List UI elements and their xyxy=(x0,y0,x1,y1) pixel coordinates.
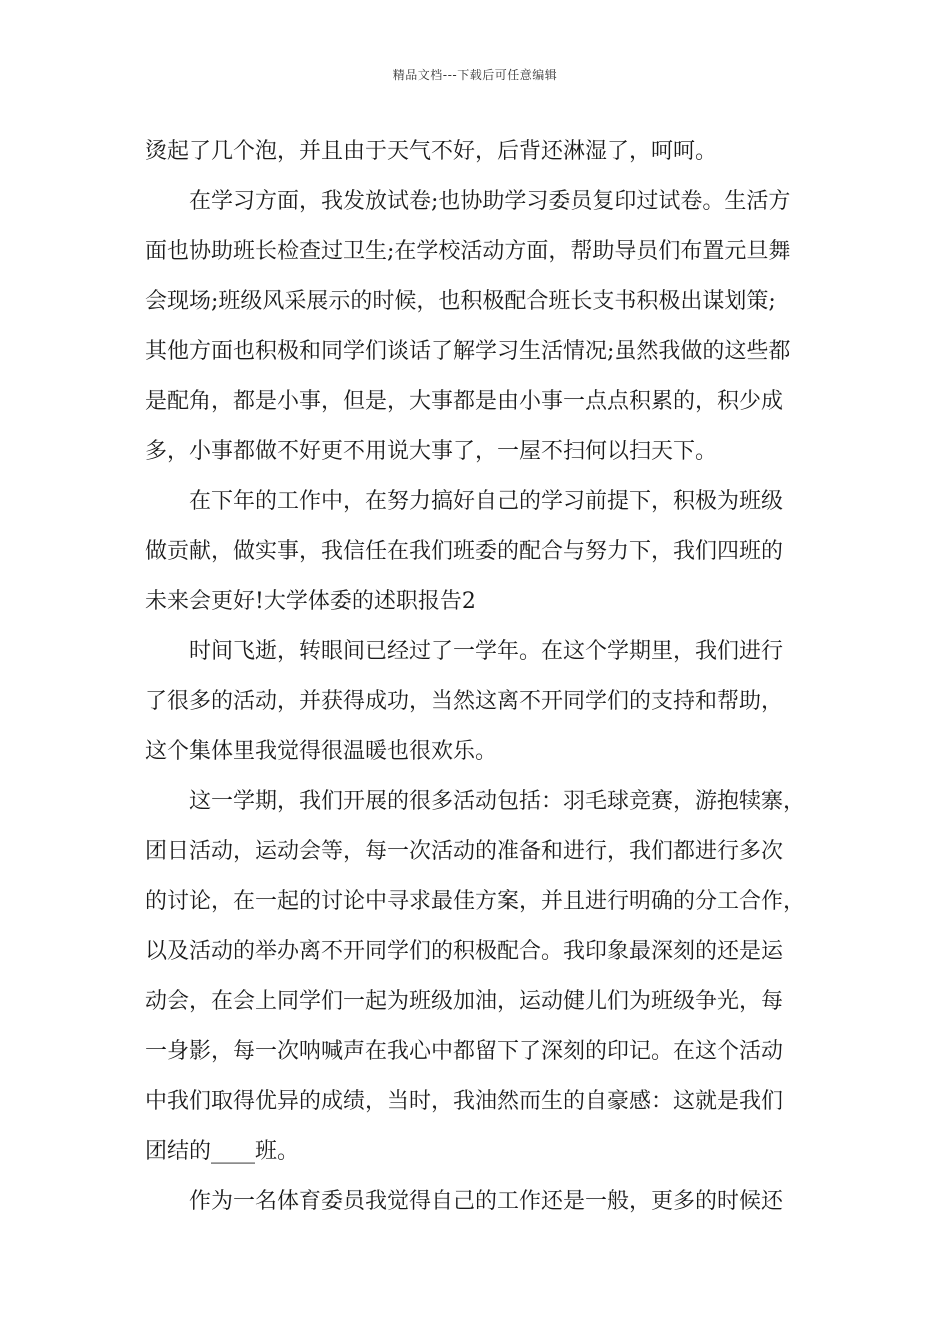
text-line-17: 以及活动的举办离不开同学们的积极配合。我印象最深刻的还是运 xyxy=(145,939,784,964)
text-line-22: 作为一名体育委员我觉得自己的工作还是一般，更多的时候还 xyxy=(189,1189,784,1214)
text-line-14: 这一学期，我们开展的很多活动包括：羽毛球竞赛，游抱犊寨， xyxy=(189,789,806,814)
text-line-15: 团日活动，运动会等，每一次活动的准备和进行，我们都进行多次 xyxy=(145,839,784,864)
text-line-2: 在学习方面，我发放试卷;也协助学习委员复印过试卷。生活方 xyxy=(189,189,791,214)
text-line-8: 在下年的工作中，在努力搞好自己的学习前提下，积极为班级 xyxy=(189,489,784,514)
text-line-16: 的讨论，在一起的讨论中寻求最佳方案，并且进行明确的分工合作， xyxy=(145,889,806,914)
text-line-1: 烫起了几个泡，并且由于天气不好，后背还淋湿了，呵呵。 xyxy=(145,139,718,164)
text-line-20: 中我们取得优异的成绩，当时，我油然而生的自豪感：这就是我们 xyxy=(145,1089,784,1114)
page-header: 精品文档---下载后可任意编辑 xyxy=(392,68,558,82)
text-line-6: 是配角，都是小事，但是，大事都是由小事一点点积累的，积少成 xyxy=(145,389,784,414)
text-line-7: 多，小事都做不好更不用说大事了，一屋不扫何以扫天下。 xyxy=(145,439,718,464)
text-line-3: 面也协助班长检查过卫生;在学校活动方面，帮助导员们布置元旦舞 xyxy=(145,239,791,264)
text-line-18: 动会，在会上同学们一起为班级加油，运动健儿们为班级争光，每 xyxy=(145,989,784,1014)
text-line-4: 会现场;班级风采展示的时候，也积极配合班长支书积极出谋划策; xyxy=(145,289,776,314)
text-line-5: 其他方面也积极和同学们谈话了解学习生活情况;虽然我做的这些都 xyxy=(145,339,791,364)
text-line-11: 时间飞逝，转眼间已经过了一学年。在这个学期里，我们进行 xyxy=(189,639,784,664)
text-line-21: 团结的____班。 xyxy=(145,1139,300,1164)
text-line-12: 了很多的活动，并获得成功，当然这离不开同学们的支持和帮助， xyxy=(145,689,784,714)
text-line-10: 未来会更好!大学体委的述职报告2 xyxy=(145,589,476,614)
text-line-19: 一身影，每一次呐喊声在我心中都留下了深刻的印记。在这个活动 xyxy=(145,1039,784,1064)
document-body xyxy=(145,127,825,1227)
text-line-9: 做贡献，做实事，我信任在我们班委的配合与努力下，我们四班的 xyxy=(145,539,784,564)
text-line-13: 这个集体里我觉得很温暖也很欢乐。 xyxy=(145,739,498,764)
